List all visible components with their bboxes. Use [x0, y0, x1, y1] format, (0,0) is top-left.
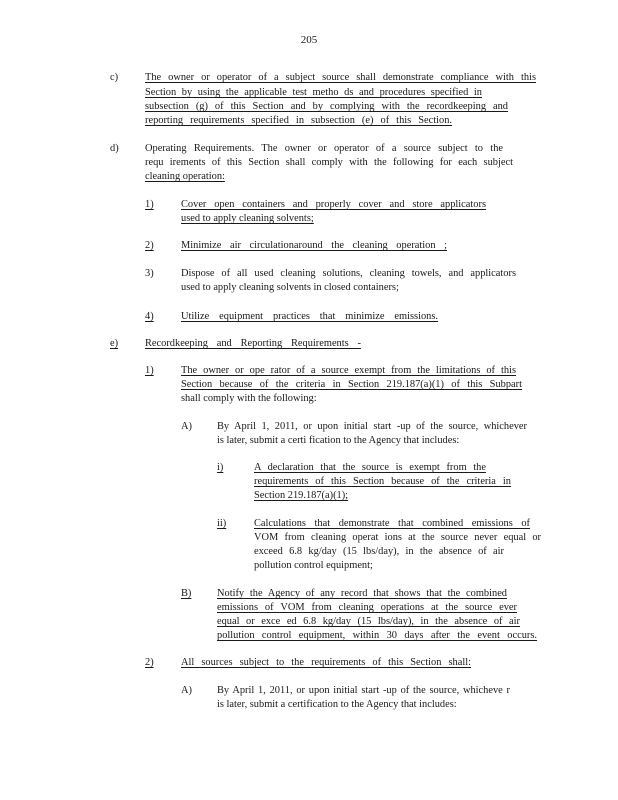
item-e2A-line-2: is later, submit a certification to the Agency that includes:: [217, 699, 457, 710]
marker-e: e): [110, 338, 119, 349]
marker-c: c): [110, 72, 119, 83]
marker-e2A: A): [181, 685, 192, 696]
item-d3-line-1: Dispose of all used cleaning solutions, cleaning towels, and applicators: [181, 268, 516, 279]
marker-d2: 2): [145, 240, 154, 251]
item-d3-line-2: used to apply cleaning solvents in closed containers;: [181, 282, 399, 293]
marker-e1B: B): [181, 588, 192, 599]
para-d-line-2: requ irements of this Section shall comply with the following for each subject: [145, 157, 513, 168]
item-e2-line-1: All sources subject to the requirements of this Section shall:: [181, 657, 471, 668]
page-number: 205: [300, 34, 318, 46]
marker-d1: 1): [145, 199, 154, 210]
item-e1B-line-1: Notify the Agency of any record that shows that the combined: [217, 588, 507, 599]
item-e1-line-1: The owner or ope rator of a source exempt from the limitations of this: [181, 365, 516, 376]
item-e1Ai-line-3: Section 219.187(a)(1);: [254, 490, 349, 501]
para-d-line-3: cleaning operation:: [145, 171, 225, 182]
marker-e2: 2): [145, 657, 154, 668]
item-e1Aii-line-2: VOM from cleaning operat ions at the source never equal or: [254, 532, 541, 543]
para-d-line-1: Operating Requirements. The owner or operator of a source subject to the: [145, 143, 503, 154]
heading-e: Recordkeeping and Reporting Requirements -: [145, 338, 361, 349]
item-d4-line-1: Utilize equipment practices that minimize emissions.: [181, 311, 438, 322]
item-e1A-line-2: is later, submit a certi fication to the Agency that includes:: [217, 435, 460, 446]
item-e1Aii-line-3: exceed 6.8 kg/day (15 lbs/day), in the absence of air: [254, 546, 504, 557]
marker-d4: 4): [145, 311, 154, 322]
marker-e1Aii: ii): [217, 518, 227, 529]
item-d1-line-1: Cover open containers and properly cover and store applicators: [181, 199, 486, 210]
item-e1Aii-line-4: pollution control equipment;: [254, 560, 373, 571]
item-e1A-line-1: By April 1, 2011, or upon initial start -up of the source, whichever: [217, 421, 527, 432]
para-c-line-1: The owner or operator of a subject source shall demonstrate compliance with this: [145, 72, 536, 83]
item-e1Aii-line-1: Calculations that demonstrate that combined emissions of: [254, 518, 530, 529]
item-e1B-line-2: emissions of VOM from cleaning operations at the source ever: [217, 602, 517, 613]
item-e2A-line-1: By April 1, 2011, or upon initial start -up of the source, whicheve r: [217, 685, 510, 696]
marker-e1: 1): [145, 365, 154, 376]
item-e1-line-2: Section because of the criteria in Section 219.187(a)(1) of this Subpart: [181, 379, 522, 390]
item-e1B-line-4: pollution control equipment, within 30 days after the event occurs.: [217, 630, 537, 641]
para-c-line-2: Section by using the applicable test metho ds and procedures specified in: [145, 87, 482, 98]
item-d2-line-1: Minimize air circulationaround the cleaning operation ;: [181, 240, 447, 251]
item-e1Ai-line-2: requirements of this Section because of the criteria in: [254, 476, 511, 487]
marker-d: d): [110, 143, 119, 154]
marker-e1A: A): [181, 421, 192, 432]
marker-e1Ai: i): [217, 462, 224, 473]
para-c-line-4: reporting requirements specified in subsection (e) of this Section.: [145, 115, 452, 126]
item-e1B-line-3: equal or exce ed 6.8 kg/day (15 lbs/day), in the absence of air: [217, 616, 520, 627]
item-e1-line-3: shall comply with the following:: [181, 393, 317, 404]
item-e1Ai-line-1: A declaration that the source is exempt from the: [254, 462, 486, 473]
para-c-line-3: subsection (g) of this Section and by complying with the recordkeeping and: [145, 101, 508, 112]
item-d1-line-2: used to apply cleaning solvents;: [181, 213, 314, 224]
marker-d3: 3): [145, 268, 154, 279]
